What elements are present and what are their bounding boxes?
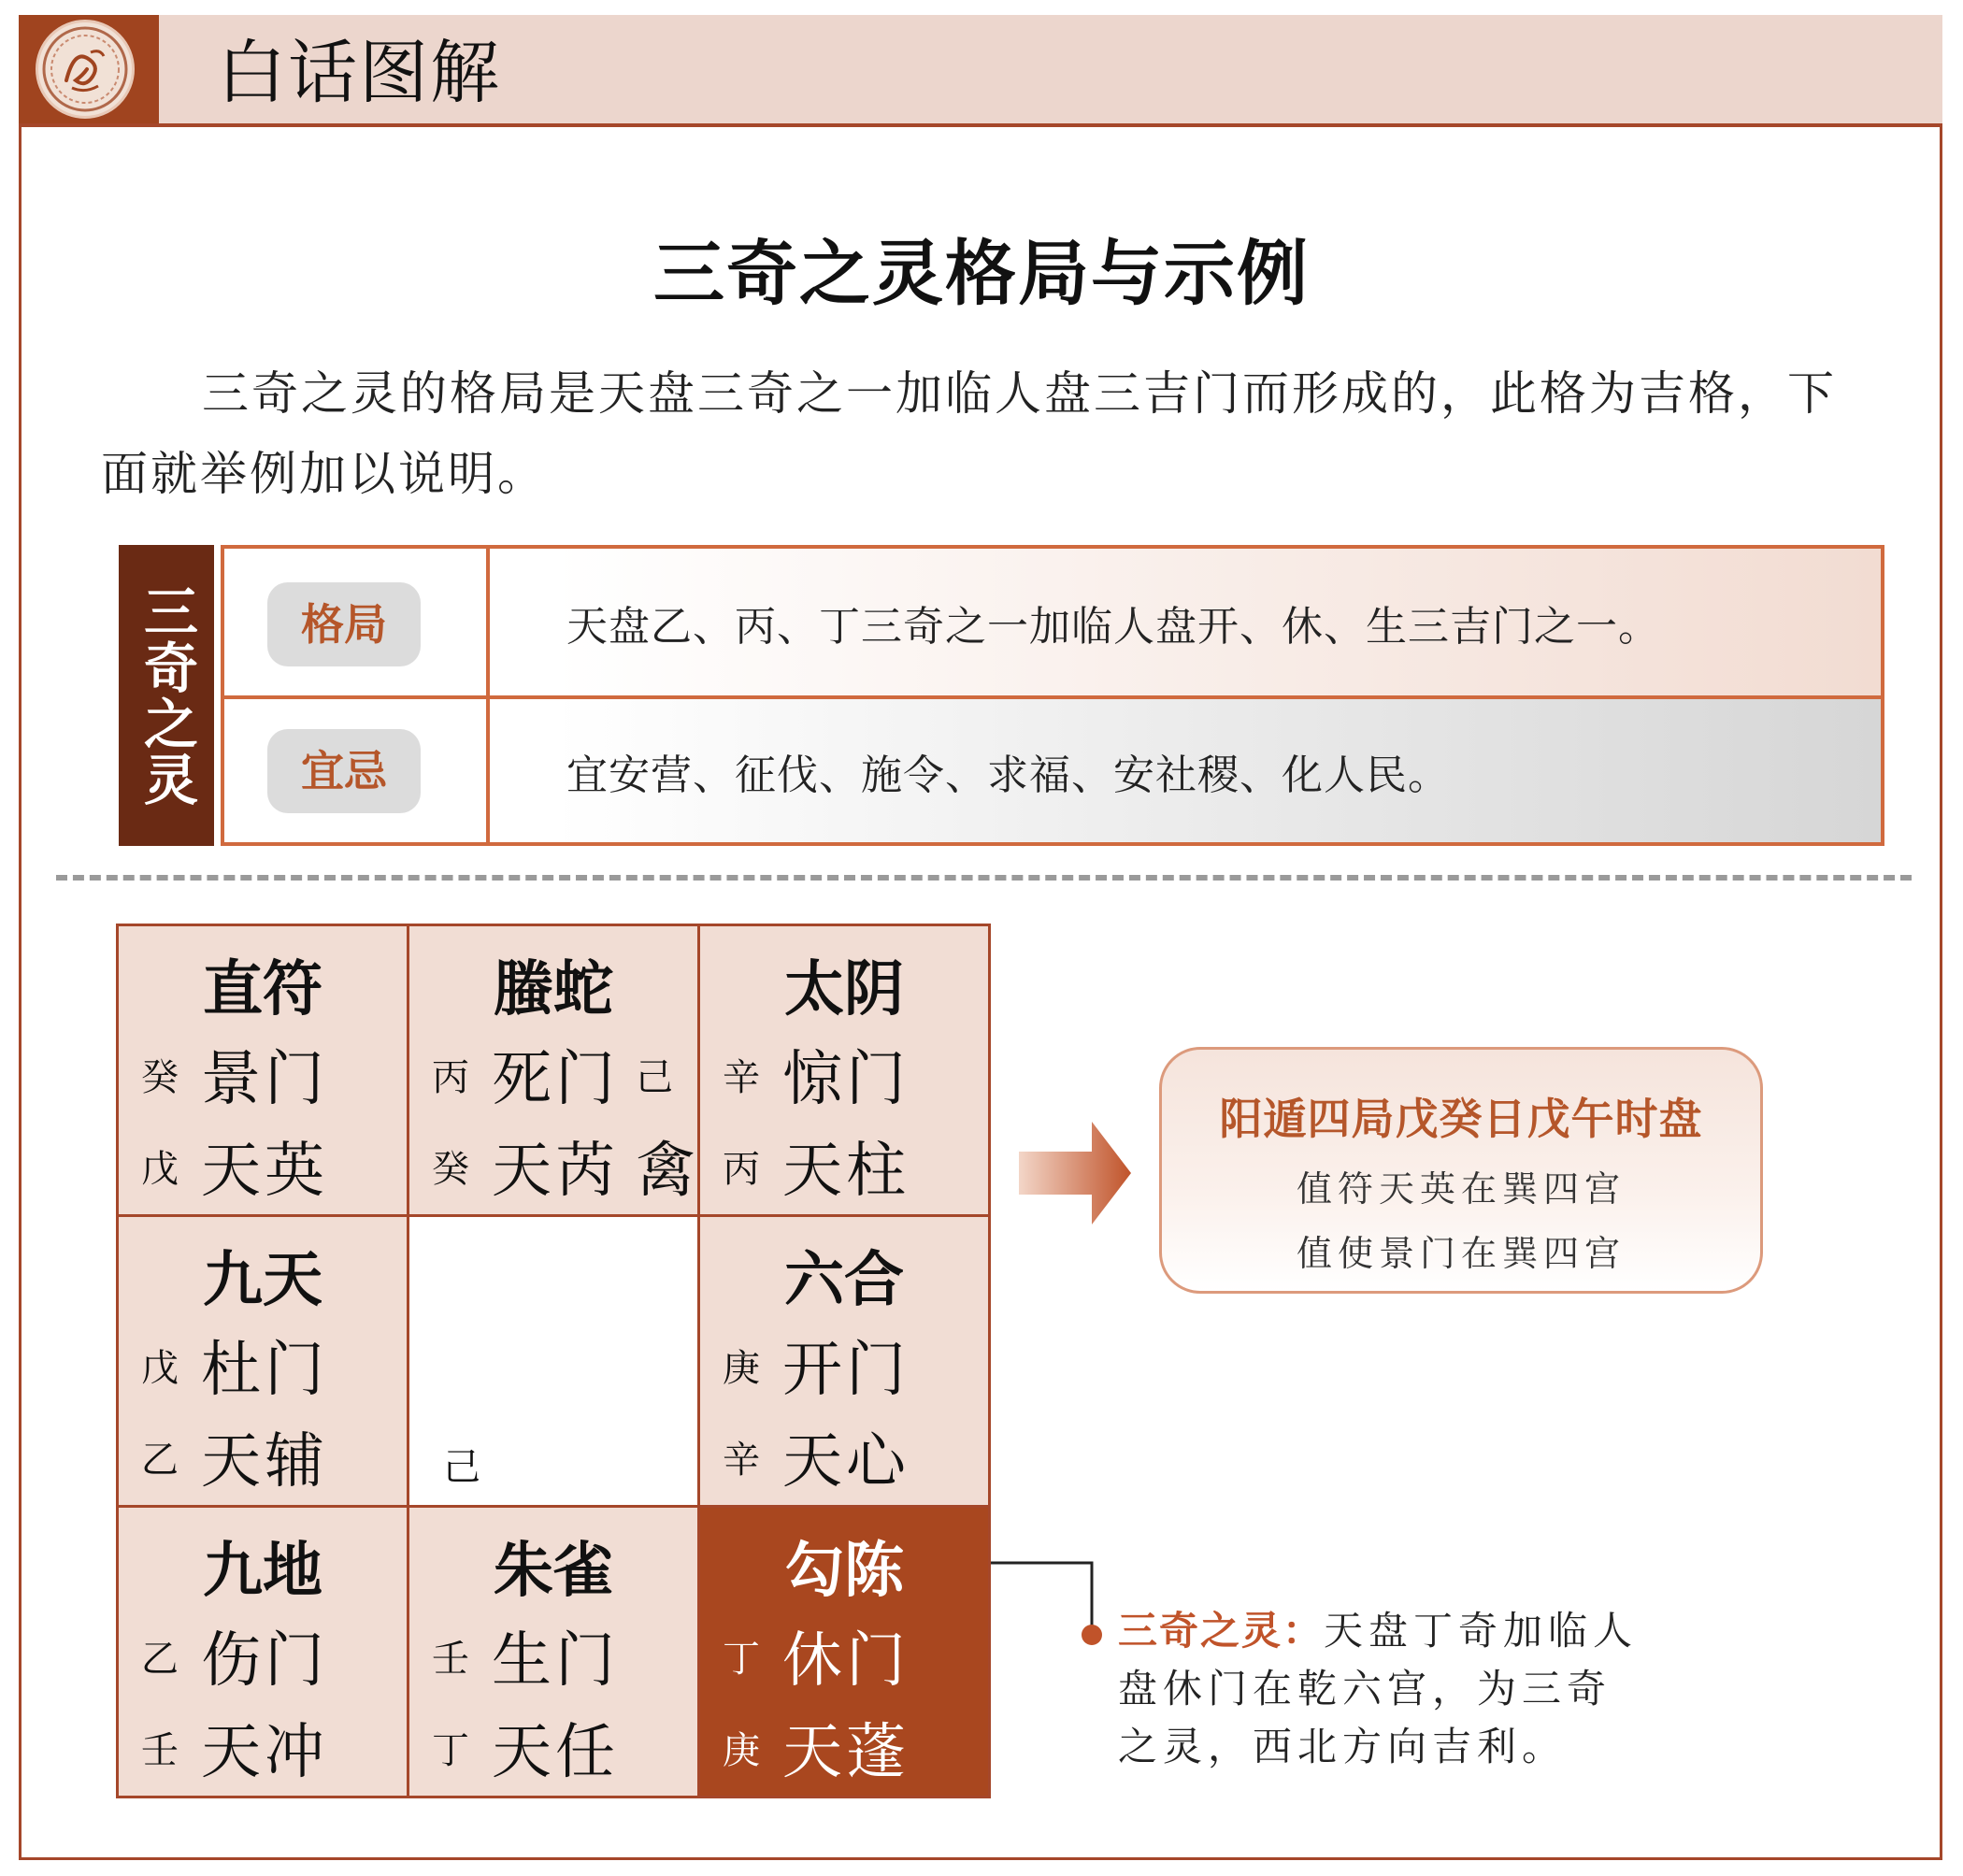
extra-star: 禽 xyxy=(636,1137,695,1206)
palace-cell xyxy=(119,1217,407,1505)
door-name: 休门 xyxy=(782,1626,910,1696)
row-label-pattern: 格局 xyxy=(267,582,421,666)
row-text-pattern: 天盘乙、丙、丁三奇之一加临人盘开、休、生三吉门之一。 xyxy=(566,602,1660,651)
earth-stem: 庚 xyxy=(723,1728,760,1772)
palace-cell xyxy=(700,926,988,1214)
heaven-stem: 戊 xyxy=(141,1346,179,1390)
heaven-stem: 辛 xyxy=(723,1055,760,1099)
callout-note xyxy=(1118,1602,1641,1776)
heaven-stem: 丙 xyxy=(432,1055,469,1099)
row-label-dos-donts: 宜忌 xyxy=(267,729,421,813)
palace-cell xyxy=(700,1217,988,1505)
chart-info-box xyxy=(1159,1047,1763,1294)
qimen-chart-grid xyxy=(116,924,991,1798)
row-text-dos-donts: 宜安营、征伐、施令、求福、安社稷、化人民。 xyxy=(566,751,1450,799)
palace-god: 六合 xyxy=(784,1246,904,1315)
palace-cell xyxy=(409,926,697,1214)
door-name: 杜门 xyxy=(201,1336,328,1405)
extra-stem: 己 xyxy=(636,1055,673,1099)
palace-god: 九天 xyxy=(203,1246,322,1315)
door-name: 开门 xyxy=(782,1336,910,1405)
palace-cell xyxy=(409,1508,697,1796)
star-name: 天英 xyxy=(201,1137,328,1206)
earth-stem: 戊 xyxy=(141,1147,179,1191)
earth-stem: 辛 xyxy=(723,1438,760,1482)
door-name: 生门 xyxy=(492,1626,619,1696)
table-row-dos-donts xyxy=(224,699,1881,842)
info-line-1: 值符天英在巽四宫 xyxy=(1296,1168,1626,1210)
earth-stem: 癸 xyxy=(432,1147,469,1191)
palace-god: 直符 xyxy=(203,955,322,1024)
highlighted-palace-cell xyxy=(700,1508,988,1796)
info-line-2: 值使景门在巽四宫 xyxy=(1296,1233,1626,1274)
door-name: 景门 xyxy=(201,1045,328,1114)
palace-cell xyxy=(119,1508,407,1796)
section-divider xyxy=(56,875,1912,881)
table-row-pattern xyxy=(224,549,1881,699)
heaven-stem: 癸 xyxy=(141,1055,179,1099)
door-name: 伤门 xyxy=(201,1626,328,1696)
star-name: 天蓬 xyxy=(782,1718,910,1787)
callout-lead: 三奇之灵： xyxy=(1118,1608,1325,1654)
info-title: 阳遁四局戊癸日戊午时盘 xyxy=(1219,1094,1703,1144)
header-bar xyxy=(19,15,1942,127)
callout-text: 天盘丁奇加临人盘休门在乾六宫，为三奇之灵，西北方向吉利。 xyxy=(1118,1608,1639,1769)
heaven-stem: 乙 xyxy=(141,1637,179,1681)
palace-cell xyxy=(119,926,407,1214)
table-divider xyxy=(486,549,490,842)
star-name: 天冲 xyxy=(201,1718,328,1787)
earth-stem: 丙 xyxy=(723,1147,760,1191)
earth-stem: 丁 xyxy=(432,1728,469,1772)
seal-logo-icon xyxy=(36,20,135,119)
heaven-stem: 壬 xyxy=(432,1637,469,1681)
page-title: 三奇之灵格局与示例 xyxy=(653,232,1310,315)
star-name: 天心 xyxy=(782,1427,910,1497)
table-side-label xyxy=(119,545,214,846)
heaven-stem: 丁 xyxy=(723,1637,760,1681)
palace-god: 勾陈 xyxy=(784,1537,904,1606)
arrow-right-icon xyxy=(1019,1122,1131,1224)
side-label-text: 三奇之灵 xyxy=(135,583,198,808)
star-name: 天任 xyxy=(492,1718,619,1787)
heaven-stem: 庚 xyxy=(723,1346,760,1390)
star-name: 天柱 xyxy=(782,1137,910,1206)
door-name: 惊门 xyxy=(782,1045,910,1114)
header-title: 白话图解 xyxy=(217,33,501,113)
star-name: 天芮 xyxy=(492,1137,619,1206)
palace-god: 太阴 xyxy=(784,955,904,1024)
callout-dot-icon xyxy=(1082,1625,1102,1645)
door-name: 死门 xyxy=(492,1045,619,1114)
center-stem: 己 xyxy=(443,1446,480,1489)
palace-god: 螣蛇 xyxy=(494,955,613,1024)
center-palace-cell xyxy=(409,1217,697,1505)
palace-god: 九地 xyxy=(203,1537,322,1606)
star-name: 天辅 xyxy=(201,1427,328,1497)
pattern-table xyxy=(221,545,1884,846)
earth-stem: 壬 xyxy=(141,1728,179,1772)
earth-stem: 乙 xyxy=(141,1438,179,1482)
logo-block xyxy=(19,15,159,123)
palace-god: 朱雀 xyxy=(494,1537,613,1606)
intro-paragraph: 三奇之灵的格局是天盘三奇之一加临人盘三吉门而形成的，此格为吉格，下面就举例加以说明。 xyxy=(101,366,1837,501)
